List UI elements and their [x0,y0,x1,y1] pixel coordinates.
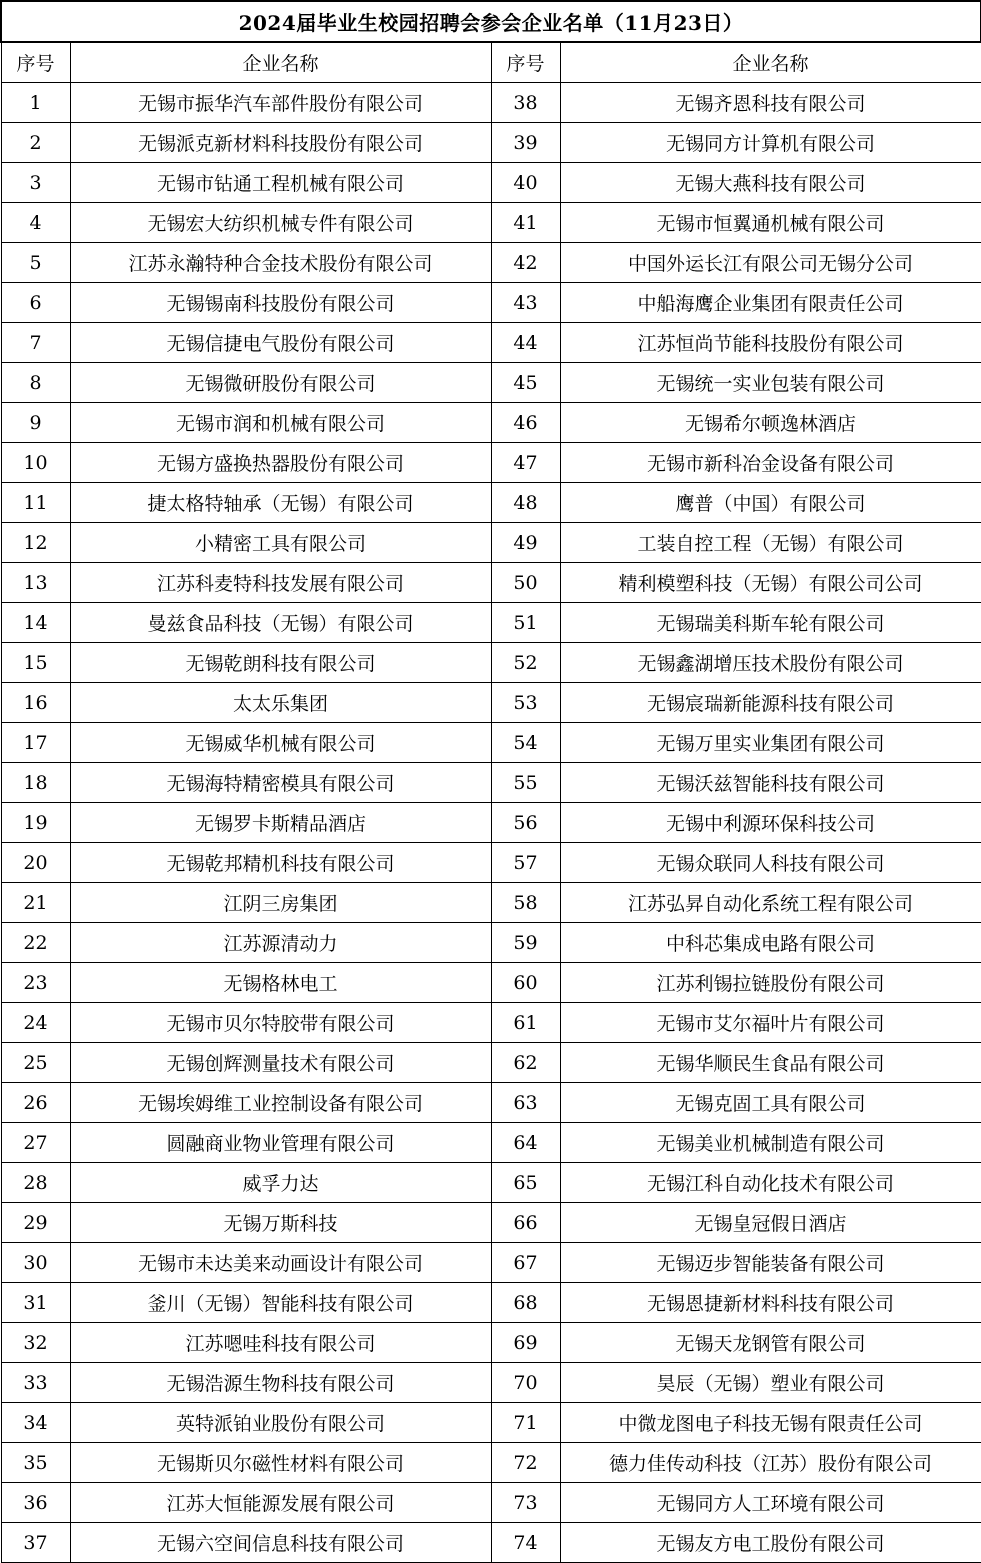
company-name-left: 曼兹食品科技（无锡）有限公司 [70,603,491,643]
company-name-right: 无锡华顺民生食品有限公司 [560,1043,981,1083]
row-index-left: 19 [1,803,70,843]
company-name-left: 无锡宏大纺织机械专件有限公司 [70,203,491,243]
row-index-right: 53 [491,683,560,723]
row-index-right: 40 [491,163,560,203]
company-name-right: 江苏恒尚节能科技股份有限公司 [560,323,981,363]
company-name-left: 无锡浩源生物科技有限公司 [70,1363,491,1403]
table-title: 2024届毕业生校园招聘会参会企业名单（11月23日） [1,1,981,42]
table-row [1,843,981,883]
company-name-left: 无锡万斯科技 [70,1203,491,1243]
table-row [1,283,981,323]
company-name-right: 无锡市新科冶金设备有限公司 [560,443,981,483]
row-index-left: 1 [1,83,70,123]
company-name-right: 精利模塑科技（无锡）有限公司公司 [560,563,981,603]
company-name-left: 太太乐集团 [70,683,491,723]
company-name-left: 无锡斯贝尔磁性材料有限公司 [70,1443,491,1483]
row-index-right: 67 [491,1243,560,1283]
company-name-left: 江阴三房集团 [70,883,491,923]
table-row [1,643,981,683]
row-index-left: 18 [1,763,70,803]
company-name-right: 无锡市艾尔福叶片有限公司 [560,1003,981,1043]
company-name-right: 无锡宸瑞新能源科技有限公司 [560,683,981,723]
table-row [1,1123,981,1163]
company-name-right: 昊辰（无锡）塑业有限公司 [560,1363,981,1403]
table-row [1,1003,981,1043]
table-row [1,923,981,963]
table-row [1,443,981,483]
table-row [1,1283,981,1323]
table-row [1,1083,981,1123]
title-row [1,1,981,42]
company-name-left: 无锡威华机械有限公司 [70,723,491,763]
row-index-left: 6 [1,283,70,323]
table-row [1,1523,981,1563]
row-index-left: 17 [1,723,70,763]
row-index-left: 9 [1,403,70,443]
company-name-left: 无锡市贝尔特胶带有限公司 [70,1003,491,1043]
row-index-right: 38 [491,83,560,123]
company-name-right: 无锡希尔顿逸林酒店 [560,403,981,443]
row-index-right: 55 [491,763,560,803]
table-row [1,1043,981,1083]
row-index-right: 48 [491,483,560,523]
table-row [1,683,981,723]
table-row [1,963,981,1003]
row-index-right: 66 [491,1203,560,1243]
table-row [1,563,981,603]
company-name-right: 无锡统一实业包装有限公司 [560,363,981,403]
row-index-right: 73 [491,1483,560,1523]
company-name-right: 无锡中利源环保科技公司 [560,803,981,843]
row-index-right: 71 [491,1403,560,1443]
table-row [1,523,981,563]
company-name-right: 无锡市恒翼通机械有限公司 [560,203,981,243]
company-name-right: 无锡美业机械制造有限公司 [560,1123,981,1163]
row-index-left: 20 [1,843,70,883]
company-name-right: 江苏弘昇自动化系统工程有限公司 [560,883,981,923]
company-name-right: 无锡江科自动化技术有限公司 [560,1163,981,1203]
row-index-right: 69 [491,1323,560,1363]
table-row [1,1403,981,1443]
company-name-left: 无锡微研股份有限公司 [70,363,491,403]
table-row [1,603,981,643]
row-index-left: 3 [1,163,70,203]
row-index-right: 64 [491,1123,560,1163]
row-index-right: 45 [491,363,560,403]
row-index-left: 7 [1,323,70,363]
company-name-left: 英特派铂业股份有限公司 [70,1403,491,1443]
table-row [1,1363,981,1403]
company-name-left: 无锡市钻通工程机械有限公司 [70,163,491,203]
row-index-left: 11 [1,483,70,523]
table-row [1,323,981,363]
row-index-right: 58 [491,883,560,923]
row-index-left: 29 [1,1203,70,1243]
row-index-right: 41 [491,203,560,243]
company-name-right: 无锡友方电工股份有限公司 [560,1523,981,1563]
header-index-left: 序号 [1,42,70,83]
company-name-right: 中国外运长江有限公司无锡分公司 [560,243,981,283]
table-row [1,1483,981,1523]
company-name-right: 中科芯集成电路有限公司 [560,923,981,963]
roster-body [1,83,981,1563]
row-index-left: 10 [1,443,70,483]
company-name-right: 无锡皇冠假日酒店 [560,1203,981,1243]
row-index-right: 52 [491,643,560,683]
row-index-right: 54 [491,723,560,763]
table-row [1,1443,981,1483]
row-index-right: 42 [491,243,560,283]
row-index-right: 44 [491,323,560,363]
row-index-left: 2 [1,123,70,163]
company-name-right: 工装自控工程（无锡）有限公司 [560,523,981,563]
company-name-left: 捷太格特轴承（无锡）有限公司 [70,483,491,523]
header-index-right: 序号 [491,42,560,83]
company-name-left: 圆融商业物业管理有限公司 [70,1123,491,1163]
company-name-left: 江苏永瀚特种合金技术股份有限公司 [70,243,491,283]
company-name-right: 无锡克固工具有限公司 [560,1083,981,1123]
company-name-right: 无锡瑞美科斯车轮有限公司 [560,603,981,643]
company-name-right: 无锡同方人工环境有限公司 [560,1483,981,1523]
row-index-left: 37 [1,1523,70,1563]
row-index-right: 62 [491,1043,560,1083]
row-index-right: 68 [491,1283,560,1323]
row-index-left: 36 [1,1483,70,1523]
header-company-left: 企业名称 [70,42,491,83]
company-name-left: 江苏大恒能源发展有限公司 [70,1483,491,1523]
table-row [1,83,981,123]
row-index-right: 51 [491,603,560,643]
row-index-left: 4 [1,203,70,243]
table-row [1,723,981,763]
row-index-left: 26 [1,1083,70,1123]
company-name-right: 无锡万里实业集团有限公司 [560,723,981,763]
row-index-right: 47 [491,443,560,483]
company-name-left: 小精密工具有限公司 [70,523,491,563]
table-row [1,883,981,923]
row-index-left: 34 [1,1403,70,1443]
company-name-left: 无锡六空间信息科技有限公司 [70,1523,491,1563]
table-row [1,163,981,203]
row-index-left: 5 [1,243,70,283]
company-name-left: 无锡市振华汽车部件股份有限公司 [70,83,491,123]
company-name-left: 江苏嗯哇科技有限公司 [70,1323,491,1363]
company-name-left: 无锡乾朗科技有限公司 [70,643,491,683]
row-index-right: 59 [491,923,560,963]
company-name-right: 无锡鑫湖增压技术股份有限公司 [560,643,981,683]
header-company-right: 企业名称 [560,42,981,83]
row-index-right: 60 [491,963,560,1003]
table-row [1,403,981,443]
table-row [1,1323,981,1363]
company-name-left: 无锡派克新材料科技股份有限公司 [70,123,491,163]
table-row [1,203,981,243]
row-index-right: 61 [491,1003,560,1043]
row-index-right: 70 [491,1363,560,1403]
company-name-left: 威孚力达 [70,1163,491,1203]
company-name-left: 无锡埃姆维工业控制设备有限公司 [70,1083,491,1123]
table-row [1,483,981,523]
company-name-right: 无锡众联同人科技有限公司 [560,843,981,883]
row-index-right: 56 [491,803,560,843]
row-index-left: 15 [1,643,70,683]
row-index-left: 35 [1,1443,70,1483]
company-name-right: 无锡天龙钢管有限公司 [560,1323,981,1363]
row-index-left: 22 [1,923,70,963]
company-name-right: 中船海鹰企业集团有限责任公司 [560,283,981,323]
company-name-left: 无锡方盛换热器股份有限公司 [70,443,491,483]
table-row [1,803,981,843]
company-name-left: 无锡信捷电气股份有限公司 [70,323,491,363]
row-index-left: 12 [1,523,70,563]
row-index-left: 33 [1,1363,70,1403]
row-index-left: 13 [1,563,70,603]
row-index-right: 50 [491,563,560,603]
company-name-right: 无锡迈步智能装备有限公司 [560,1243,981,1283]
table-row [1,763,981,803]
company-name-left: 无锡市润和机械有限公司 [70,403,491,443]
company-name-right: 无锡恩捷新材料科技有限公司 [560,1283,981,1323]
row-index-right: 49 [491,523,560,563]
row-index-left: 16 [1,683,70,723]
company-name-left: 无锡创辉测量技术有限公司 [70,1043,491,1083]
company-name-right: 德力佳传动科技（江苏）股份有限公司 [560,1443,981,1483]
row-index-left: 25 [1,1043,70,1083]
row-index-left: 27 [1,1123,70,1163]
row-index-left: 30 [1,1243,70,1283]
company-name-left: 无锡格林电工 [70,963,491,1003]
company-name-right: 无锡沃兹智能科技有限公司 [560,763,981,803]
company-name-right: 鹰普（中国）有限公司 [560,483,981,523]
row-index-right: 63 [491,1083,560,1123]
row-index-right: 39 [491,123,560,163]
row-index-right: 43 [491,283,560,323]
company-name-left: 无锡海特精密模具有限公司 [70,763,491,803]
company-name-left: 无锡罗卡斯精品酒店 [70,803,491,843]
header-row [1,42,981,83]
company-name-left: 江苏科麦特科技发展有限公司 [70,563,491,603]
table-row [1,243,981,283]
row-index-left: 21 [1,883,70,923]
row-index-left: 14 [1,603,70,643]
row-index-right: 65 [491,1163,560,1203]
row-index-left: 24 [1,1003,70,1043]
row-index-left: 8 [1,363,70,403]
company-name-left: 釜川（无锡）智能科技有限公司 [70,1283,491,1323]
row-index-right: 74 [491,1523,560,1563]
row-index-left: 32 [1,1323,70,1363]
company-name-right: 无锡大燕科技有限公司 [560,163,981,203]
table-row [1,1243,981,1283]
row-index-left: 28 [1,1163,70,1203]
row-index-left: 31 [1,1283,70,1323]
row-index-left: 23 [1,963,70,1003]
company-name-left: 无锡乾邦精机科技有限公司 [70,843,491,883]
company-name-left: 无锡锡南科技股份有限公司 [70,283,491,323]
company-name-left: 江苏源清动力 [70,923,491,963]
table-row [1,1203,981,1243]
row-index-right: 57 [491,843,560,883]
table-row [1,363,981,403]
row-index-right: 72 [491,1443,560,1483]
company-name-left: 无锡市未达美来动画设计有限公司 [70,1243,491,1283]
company-name-right: 中微龙图电子科技无锡有限责任公司 [560,1403,981,1443]
company-name-right: 江苏利锡拉链股份有限公司 [560,963,981,1003]
table-row [1,123,981,163]
company-name-right: 无锡齐恩科技有限公司 [560,83,981,123]
company-name-right: 无锡同方计算机有限公司 [560,123,981,163]
row-index-right: 46 [491,403,560,443]
table-row [1,1163,981,1203]
